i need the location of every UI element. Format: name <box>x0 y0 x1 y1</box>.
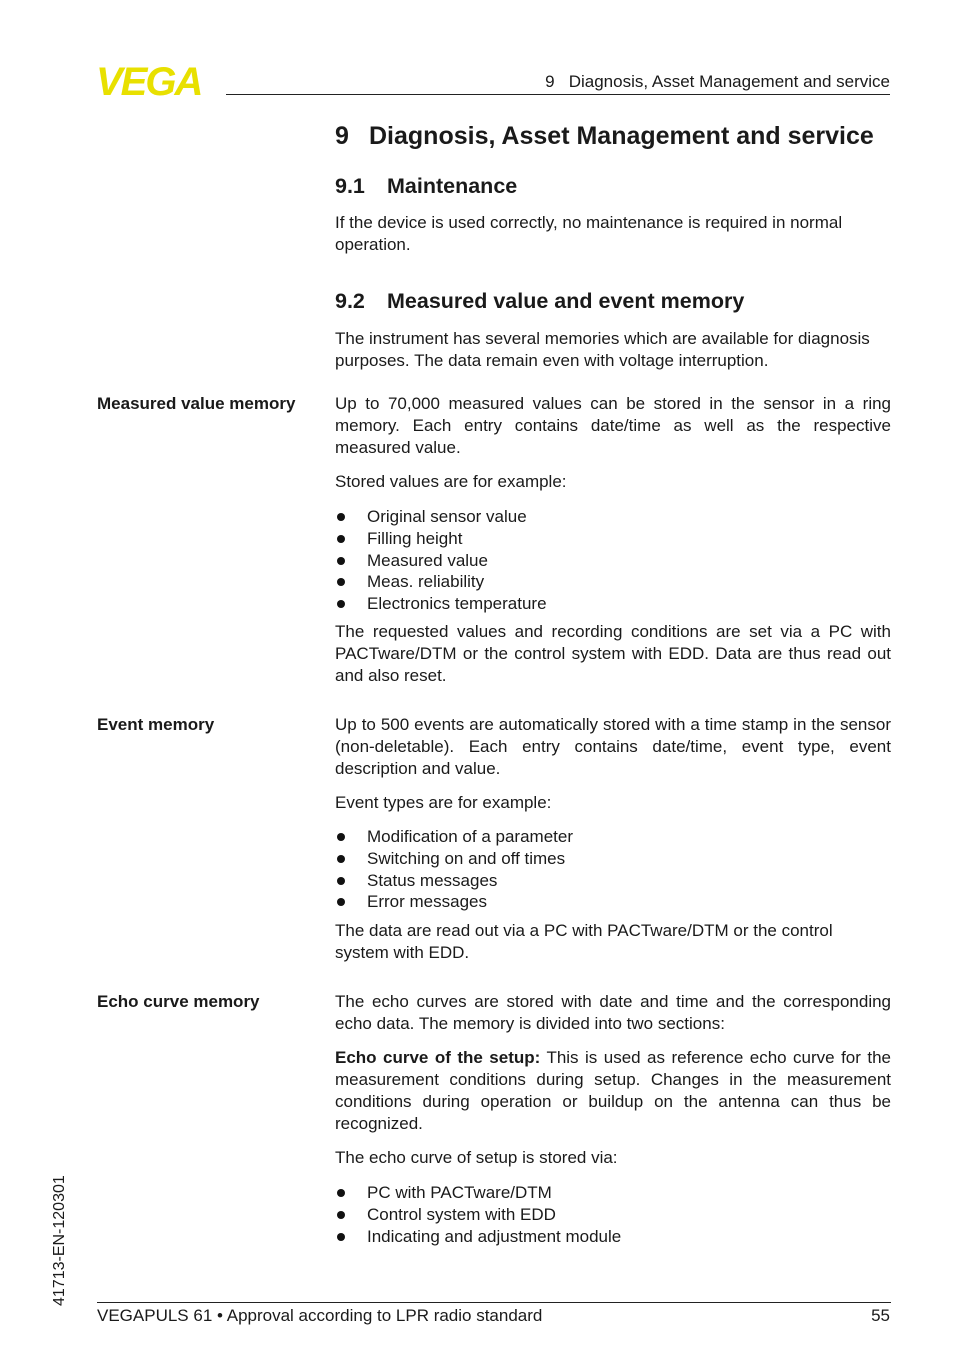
footer-rule <box>97 1302 891 1303</box>
list-item: Control system with EDD <box>335 1204 891 1226</box>
bullet-icon <box>337 535 345 543</box>
list-item: Error messages <box>335 891 891 913</box>
running-header: 9 Diagnosis, Asset Management and service <box>545 72 890 91</box>
maintenance-paragraph: If the device is used correctly, no maintenance is required in normal operation. <box>335 213 843 254</box>
chapter-number: 9 <box>335 122 349 150</box>
bullet-icon <box>337 855 345 863</box>
list-item: PC with PACTware/DTM <box>335 1182 891 1204</box>
list-item: Measured value <box>335 550 891 572</box>
section-number: 9.1 <box>335 174 365 198</box>
list-item: Modification of a parameter <box>335 826 891 848</box>
setup-lead-text: Echo curve of the setup: <box>335 1048 541 1067</box>
bullet-icon <box>337 833 345 841</box>
stored-values-list <box>335 506 891 615</box>
footer-title: VEGAPULS 61 • Approval according to LPR radio standard <box>97 1306 543 1325</box>
measured-value-closing-paragraph: The requested values and recording conditions are set via a PC with PACTware/DTM or the control system with EDD. Data are thus read out and also reset. <box>335 622 891 685</box>
event-types-intro: Event types are for example: <box>335 793 552 812</box>
bullet-icon <box>337 898 345 906</box>
side-label-echo-curve-memory: Echo curve memory <box>97 992 260 1011</box>
document-id: 41713-EN-120301 <box>51 1175 68 1306</box>
side-label-event-memory: Event memory <box>97 715 215 734</box>
measured-value-memory-paragraph: Up to 70,000 measured values can be stored in the sensor in a ring memory. Each entry contains date/time as well as the respective measured value. <box>335 394 891 457</box>
event-memory-paragraph: Up to 500 events are automatically stored with a time stamp in the sensor (non-deletable). Each entry contains date/time, event type, event description and value. <box>335 715 891 778</box>
section-number: 9.2 <box>335 289 365 313</box>
echo-curve-memory-paragraph: The echo curves are stored with date and time and the corresponding echo data. The memory is divided into two sections: <box>335 992 891 1033</box>
list-item: Status messages <box>335 870 891 892</box>
list-item: Filling height <box>335 528 891 550</box>
bullet-icon <box>337 513 345 521</box>
section-heading-maintenance <box>335 174 517 199</box>
list-item: Indicating and adjustment module <box>335 1226 891 1248</box>
echo-curve-setup-paragraph <box>335 1047 891 1135</box>
setup-stored-via-intro: The echo curve of setup is stored via: <box>335 1148 618 1167</box>
list-item: Switching on and off times <box>335 848 891 870</box>
bullet-icon <box>337 1189 345 1197</box>
setup-stored-via-list <box>335 1182 891 1247</box>
event-memory-closing-paragraph: The data are read out via a PC with PACTware/DTM or the control system with EDD. <box>335 921 833 962</box>
bullet-icon <box>337 600 345 608</box>
bullet-icon <box>337 877 345 885</box>
section-heading-memory <box>335 289 744 314</box>
chapter-title: Diagnosis, Asset Management and service <box>369 122 874 150</box>
stored-values-intro: Stored values are for example: <box>335 472 567 491</box>
setup-body-text: This is used as reference echo curve for the measurement conditions during setup. Changes in the measurement conditions during operation or buildup on the antenna can thus be recognized. <box>335 1048 891 1133</box>
bullet-icon <box>337 1211 345 1219</box>
bullet-icon <box>337 557 345 565</box>
chapter-heading <box>335 122 874 151</box>
memory-intro-paragraph: The instrument has several memories which are available for diagnosis purposes. The data remain even with voltage interruption. <box>335 329 870 370</box>
svg-text:VEGA: VEGA <box>96 64 202 98</box>
list-item: Meas. reliability <box>335 571 891 593</box>
page-number: 55 <box>871 1306 890 1325</box>
section-title: Measured value and event memory <box>387 289 745 313</box>
bullet-icon <box>337 578 345 586</box>
section-title: Maintenance <box>387 174 518 198</box>
list-item: Electronics temperature <box>335 593 891 615</box>
bullet-icon <box>337 1233 345 1241</box>
header-rule <box>226 94 890 95</box>
vega-logo <box>96 64 220 98</box>
event-types-list <box>335 826 891 913</box>
list-item: Original sensor value <box>335 506 891 528</box>
side-label-measured-value-memory: Measured value memory <box>97 394 296 413</box>
